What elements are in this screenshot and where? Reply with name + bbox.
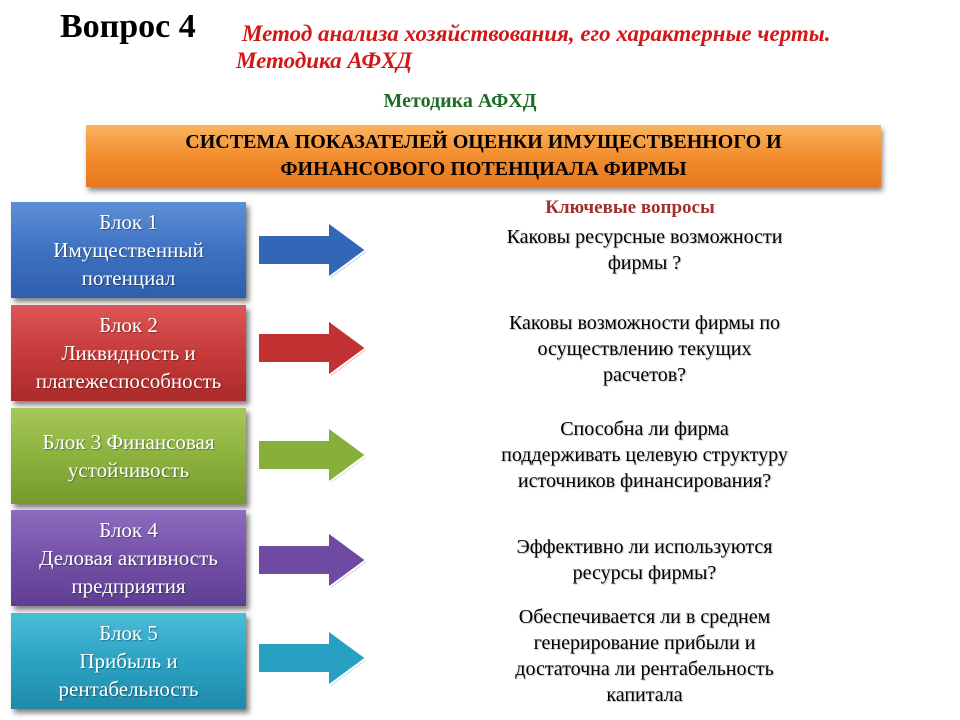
question-4-line-2: ресурсы фирмы? bbox=[572, 562, 717, 584]
question-subtitle bbox=[236, 20, 960, 74]
methodology-label: Методика АФХД bbox=[383, 90, 537, 112]
arrow-1-shape bbox=[258, 222, 366, 278]
arrow-3-icon bbox=[258, 425, 368, 485]
arrow-2-icon bbox=[258, 318, 368, 378]
question-3-line-3: источников финансирования? bbox=[517, 470, 772, 492]
arrow-5-icon bbox=[258, 628, 368, 688]
block-5-line-2: Прибыль и bbox=[79, 649, 178, 673]
question-4 bbox=[462, 534, 827, 586]
question-5-line-3: достаточна ли рентабельность bbox=[515, 658, 774, 680]
question-5 bbox=[462, 604, 827, 708]
question-5-line-4: капитала bbox=[606, 684, 683, 706]
subtitle-line-1: Метод анализа хозяйствования, его характерные черты. bbox=[242, 21, 831, 46]
question-5-line-2: генерирование прибыли и bbox=[533, 632, 756, 654]
question-1 bbox=[462, 224, 827, 276]
arrow-4-shape bbox=[258, 532, 366, 588]
block-1-property-potential bbox=[11, 202, 246, 298]
question-3-line-2: поддерживать целевую структуру bbox=[501, 444, 788, 466]
block-5-line-3: рентабельность bbox=[58, 677, 199, 701]
block-1-line-2: Имущественный bbox=[53, 238, 204, 262]
banner-line-2: ФИНАНСОВОГО ПОТЕНЦИАЛА ФИРМЫ bbox=[280, 158, 687, 180]
question-5-line-1: Обеспечивается ли в среднем bbox=[518, 606, 771, 628]
arrow-5-shape bbox=[258, 630, 366, 686]
block-1-line-3: потенциал bbox=[81, 266, 176, 290]
block-1-line-1: Блок 1 bbox=[99, 210, 158, 234]
block-2-line-1: Блок 2 bbox=[99, 313, 158, 337]
block-4-line-2: Деловая активность bbox=[39, 546, 218, 570]
block-4-line-3: предприятия bbox=[71, 574, 186, 598]
question-3-line-1: Способна ли фирма bbox=[560, 418, 729, 440]
question-2-line-1: Каковы возможности фирмы по bbox=[508, 312, 781, 334]
question-4-line-1: Эффективно ли используются bbox=[516, 536, 773, 558]
question-1-line-2: фирмы ? bbox=[607, 252, 682, 274]
block-4-line-1: Блок 4 bbox=[99, 518, 158, 542]
question-2 bbox=[462, 310, 827, 388]
block-2-line-2: Ликвидность и bbox=[61, 341, 196, 365]
arrow-2-shape bbox=[258, 320, 366, 376]
block-5-line-1: Блок 5 bbox=[99, 621, 158, 645]
block-5-profit-profitability bbox=[11, 613, 246, 709]
block-3-line-1: Блок 3 Финансовая bbox=[42, 430, 215, 454]
question-2-line-3: расчетов? bbox=[602, 364, 687, 386]
question-1-line-1: Каковы ресурсные возможности bbox=[506, 226, 783, 248]
block-2-liquidity-solvency bbox=[11, 305, 246, 401]
block-2-line-3: платежеспособность bbox=[35, 369, 222, 393]
subtitle-line-2: Методика АФХД bbox=[236, 48, 413, 73]
arrow-4-icon bbox=[258, 530, 368, 590]
arrow-1-icon bbox=[258, 220, 368, 280]
block-3-financial-stability bbox=[11, 408, 246, 504]
banner-line-1: СИСТЕМА ПОКАЗАТЕЛЕЙ ОЦЕНКИ ИМУЩЕСТВЕННОГО И bbox=[185, 131, 782, 153]
question-2-line-2: осуществлению текущих bbox=[537, 338, 752, 360]
block-3-line-2: устойчивость bbox=[67, 458, 190, 482]
question-3 bbox=[462, 416, 827, 494]
arrow-3-shape bbox=[258, 427, 366, 483]
question-number-title: Вопрос 4 bbox=[60, 8, 196, 45]
indicator-system-banner bbox=[86, 125, 881, 187]
key-questions-heading: Ключевые вопросы bbox=[545, 197, 715, 218]
block-4-business-activity bbox=[11, 510, 246, 606]
